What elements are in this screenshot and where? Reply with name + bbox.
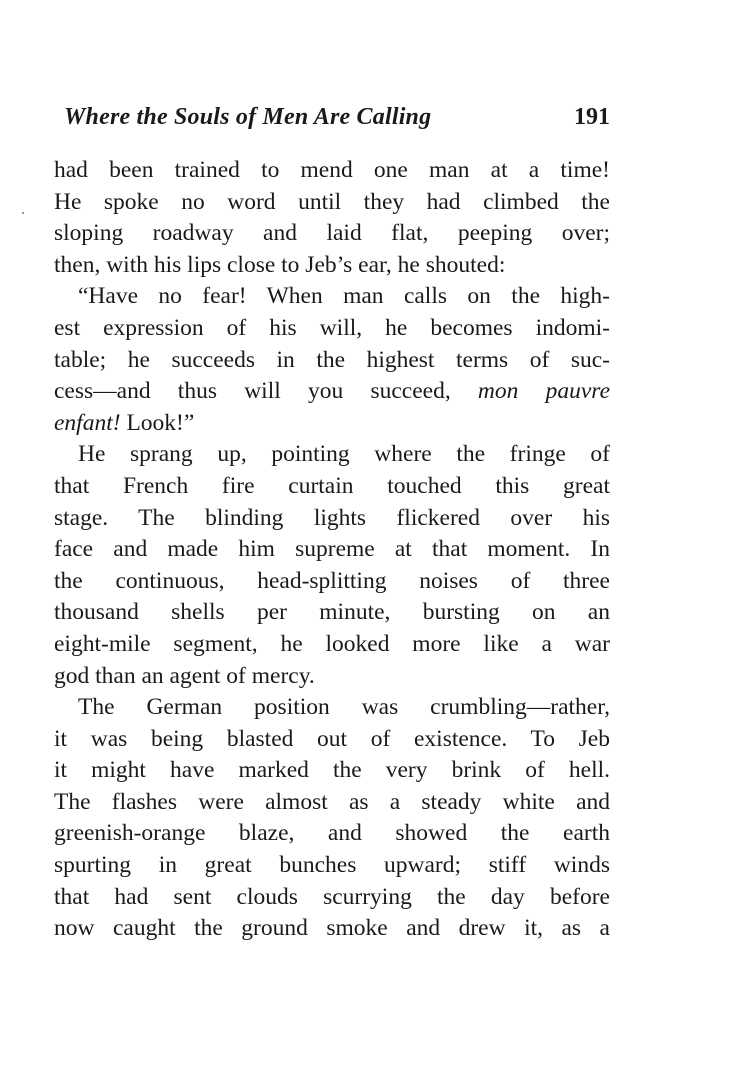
text-line: greenish-orange blaze, and showed the earth bbox=[54, 820, 610, 847]
text-line: enfant! Look!” bbox=[54, 409, 195, 436]
italic-phrase: enfant! bbox=[54, 409, 121, 436]
text-line: He sprang up, pointing where the fringe of bbox=[78, 441, 610, 468]
body-text bbox=[54, 155, 610, 945]
running-head bbox=[54, 104, 610, 136]
text-line: then, with his lips close to Jeb’s ear, he shouted: bbox=[54, 251, 506, 278]
text-line: that French fire curtain touched this great bbox=[54, 472, 610, 499]
page-number: 191 bbox=[574, 104, 610, 130]
text-line: that had sent clouds scurrying the day before bbox=[54, 883, 610, 910]
text-line: the continuous, head-splitting noises of three bbox=[54, 567, 610, 594]
text-line: had been trained to mend one man at a time! bbox=[54, 157, 610, 183]
text-line: god than an agent of mercy. bbox=[54, 662, 315, 689]
text-line: “Have no fear! When man calls on the high- bbox=[78, 283, 610, 310]
text-line: The flashes were almost as a steady white and bbox=[54, 788, 610, 815]
text-line: spurting in great bunches upward; stiff winds bbox=[54, 852, 610, 879]
text-line: est expression of his will, he becomes indomi- bbox=[54, 314, 610, 341]
text-line: face and made him supreme at that moment. In bbox=[54, 536, 610, 563]
text-line: sloping roadway and laid flat, peeping over; bbox=[54, 220, 610, 247]
text-line: now caught the ground smoke and drew it, as a bbox=[54, 915, 610, 942]
text-line: thousand shells per minute, bursting on an bbox=[54, 599, 610, 626]
text-line: stage. The blinding lights flickered over his bbox=[54, 504, 610, 531]
text-line: it might have marked the very brink of hell. bbox=[54, 757, 610, 784]
text-line: cess—and thus will you succeed, mon pauvre bbox=[54, 378, 610, 405]
running-head-title: Where the Souls of Men Are Calling bbox=[64, 104, 432, 130]
text-line: The German position was crumbling—rather, bbox=[78, 694, 610, 721]
margin-speck bbox=[22, 212, 24, 214]
book-page bbox=[54, 104, 610, 945]
text-line: eight-mile segment, he looked more like a war bbox=[54, 630, 610, 657]
text-line: it was being blasted out of existence. To Jeb bbox=[54, 725, 610, 752]
text-line: He spoke no word until they had climbed the bbox=[54, 188, 610, 215]
italic-phrase: mon pauvre bbox=[477, 378, 610, 405]
text-line: table; he succeeds in the highest terms of suc- bbox=[54, 346, 610, 373]
